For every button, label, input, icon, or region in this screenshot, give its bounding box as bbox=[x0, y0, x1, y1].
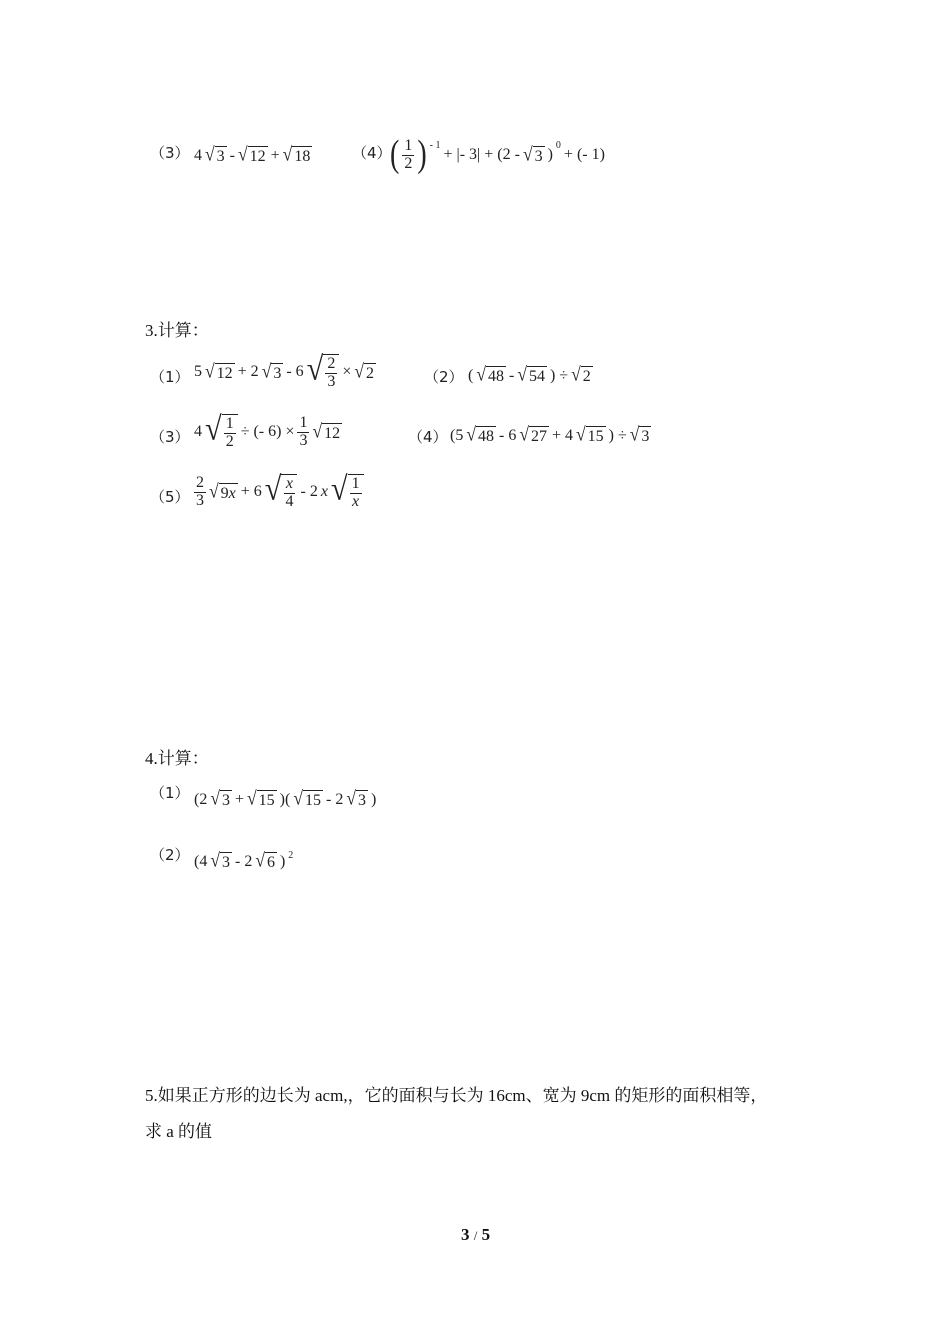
problem3-2-label: （2） bbox=[424, 368, 464, 386]
page-current: 3 bbox=[461, 1225, 470, 1244]
page-separator: / bbox=[473, 1228, 478, 1243]
problem4-1-expression: (2 √ 3 + √ 15 )( √ 15 - 2 √ 3 ) bbox=[194, 786, 377, 809]
problem4-2-expression: (4 √ 3 - 2 √ 6 ) 2 bbox=[194, 848, 294, 871]
problem2-3-expression: 4 √ 3 - √ 12 + √ 18 bbox=[194, 142, 311, 165]
problem5-line1: 5.如果正方形的边长为 acm,，它的面积与长为 16cm、宽为 9cm 的矩形的面积相等， bbox=[145, 1086, 768, 1105]
problem4-2-label: （2） bbox=[150, 846, 190, 864]
page-number bbox=[461, 1225, 490, 1245]
problem3-3-expression: 4 √ $\frac{1}{2}$ ÷ (- 6) × $\frac{1}{3}$ √ 12 bbox=[194, 409, 341, 450]
problem4-title: 4.计算： bbox=[145, 749, 209, 768]
page-total: 5 bbox=[481, 1225, 491, 1244]
problem3-2-expression: ( √ 48 - √ 54 ) ÷ √ 2 bbox=[468, 362, 591, 385]
problem5-line2: 求 a 的值 bbox=[145, 1122, 213, 1141]
problem3-4-expression: (5 √ 48 - 6 √ 27 + 4 √ 15 ) ÷ √ 3 bbox=[450, 422, 650, 445]
problem2-4-label: （4） bbox=[352, 144, 392, 162]
problem4-1-label: （1） bbox=[150, 784, 190, 802]
problem3-3-label: （3） bbox=[150, 428, 190, 446]
problem3-4-label: （4） bbox=[408, 428, 448, 446]
problem3-1-label: （1） bbox=[150, 368, 190, 386]
problem3-title: 3.计算： bbox=[145, 321, 209, 340]
problem3-1-expression: 5 √ 12 + 2 √ 3 - 6 √ $\frac{2}{3}$ × √ 2 bbox=[194, 349, 375, 390]
problem3-5-label: （5） bbox=[150, 488, 190, 506]
problem2-4-expression: ( $\frac{1}{2}$ ) - 1 + |- 3| + (2 - √ 3 ) 0 + (- 1) bbox=[390, 133, 605, 176]
problem2-3-label: （3） bbox=[150, 144, 190, 162]
problem3-5-expression: $\frac{2}{3}$ √ 9x + 6 √ $\frac{x}{4}$ - 2 x √ $\frac{1}{x}$ bbox=[194, 474, 364, 511]
